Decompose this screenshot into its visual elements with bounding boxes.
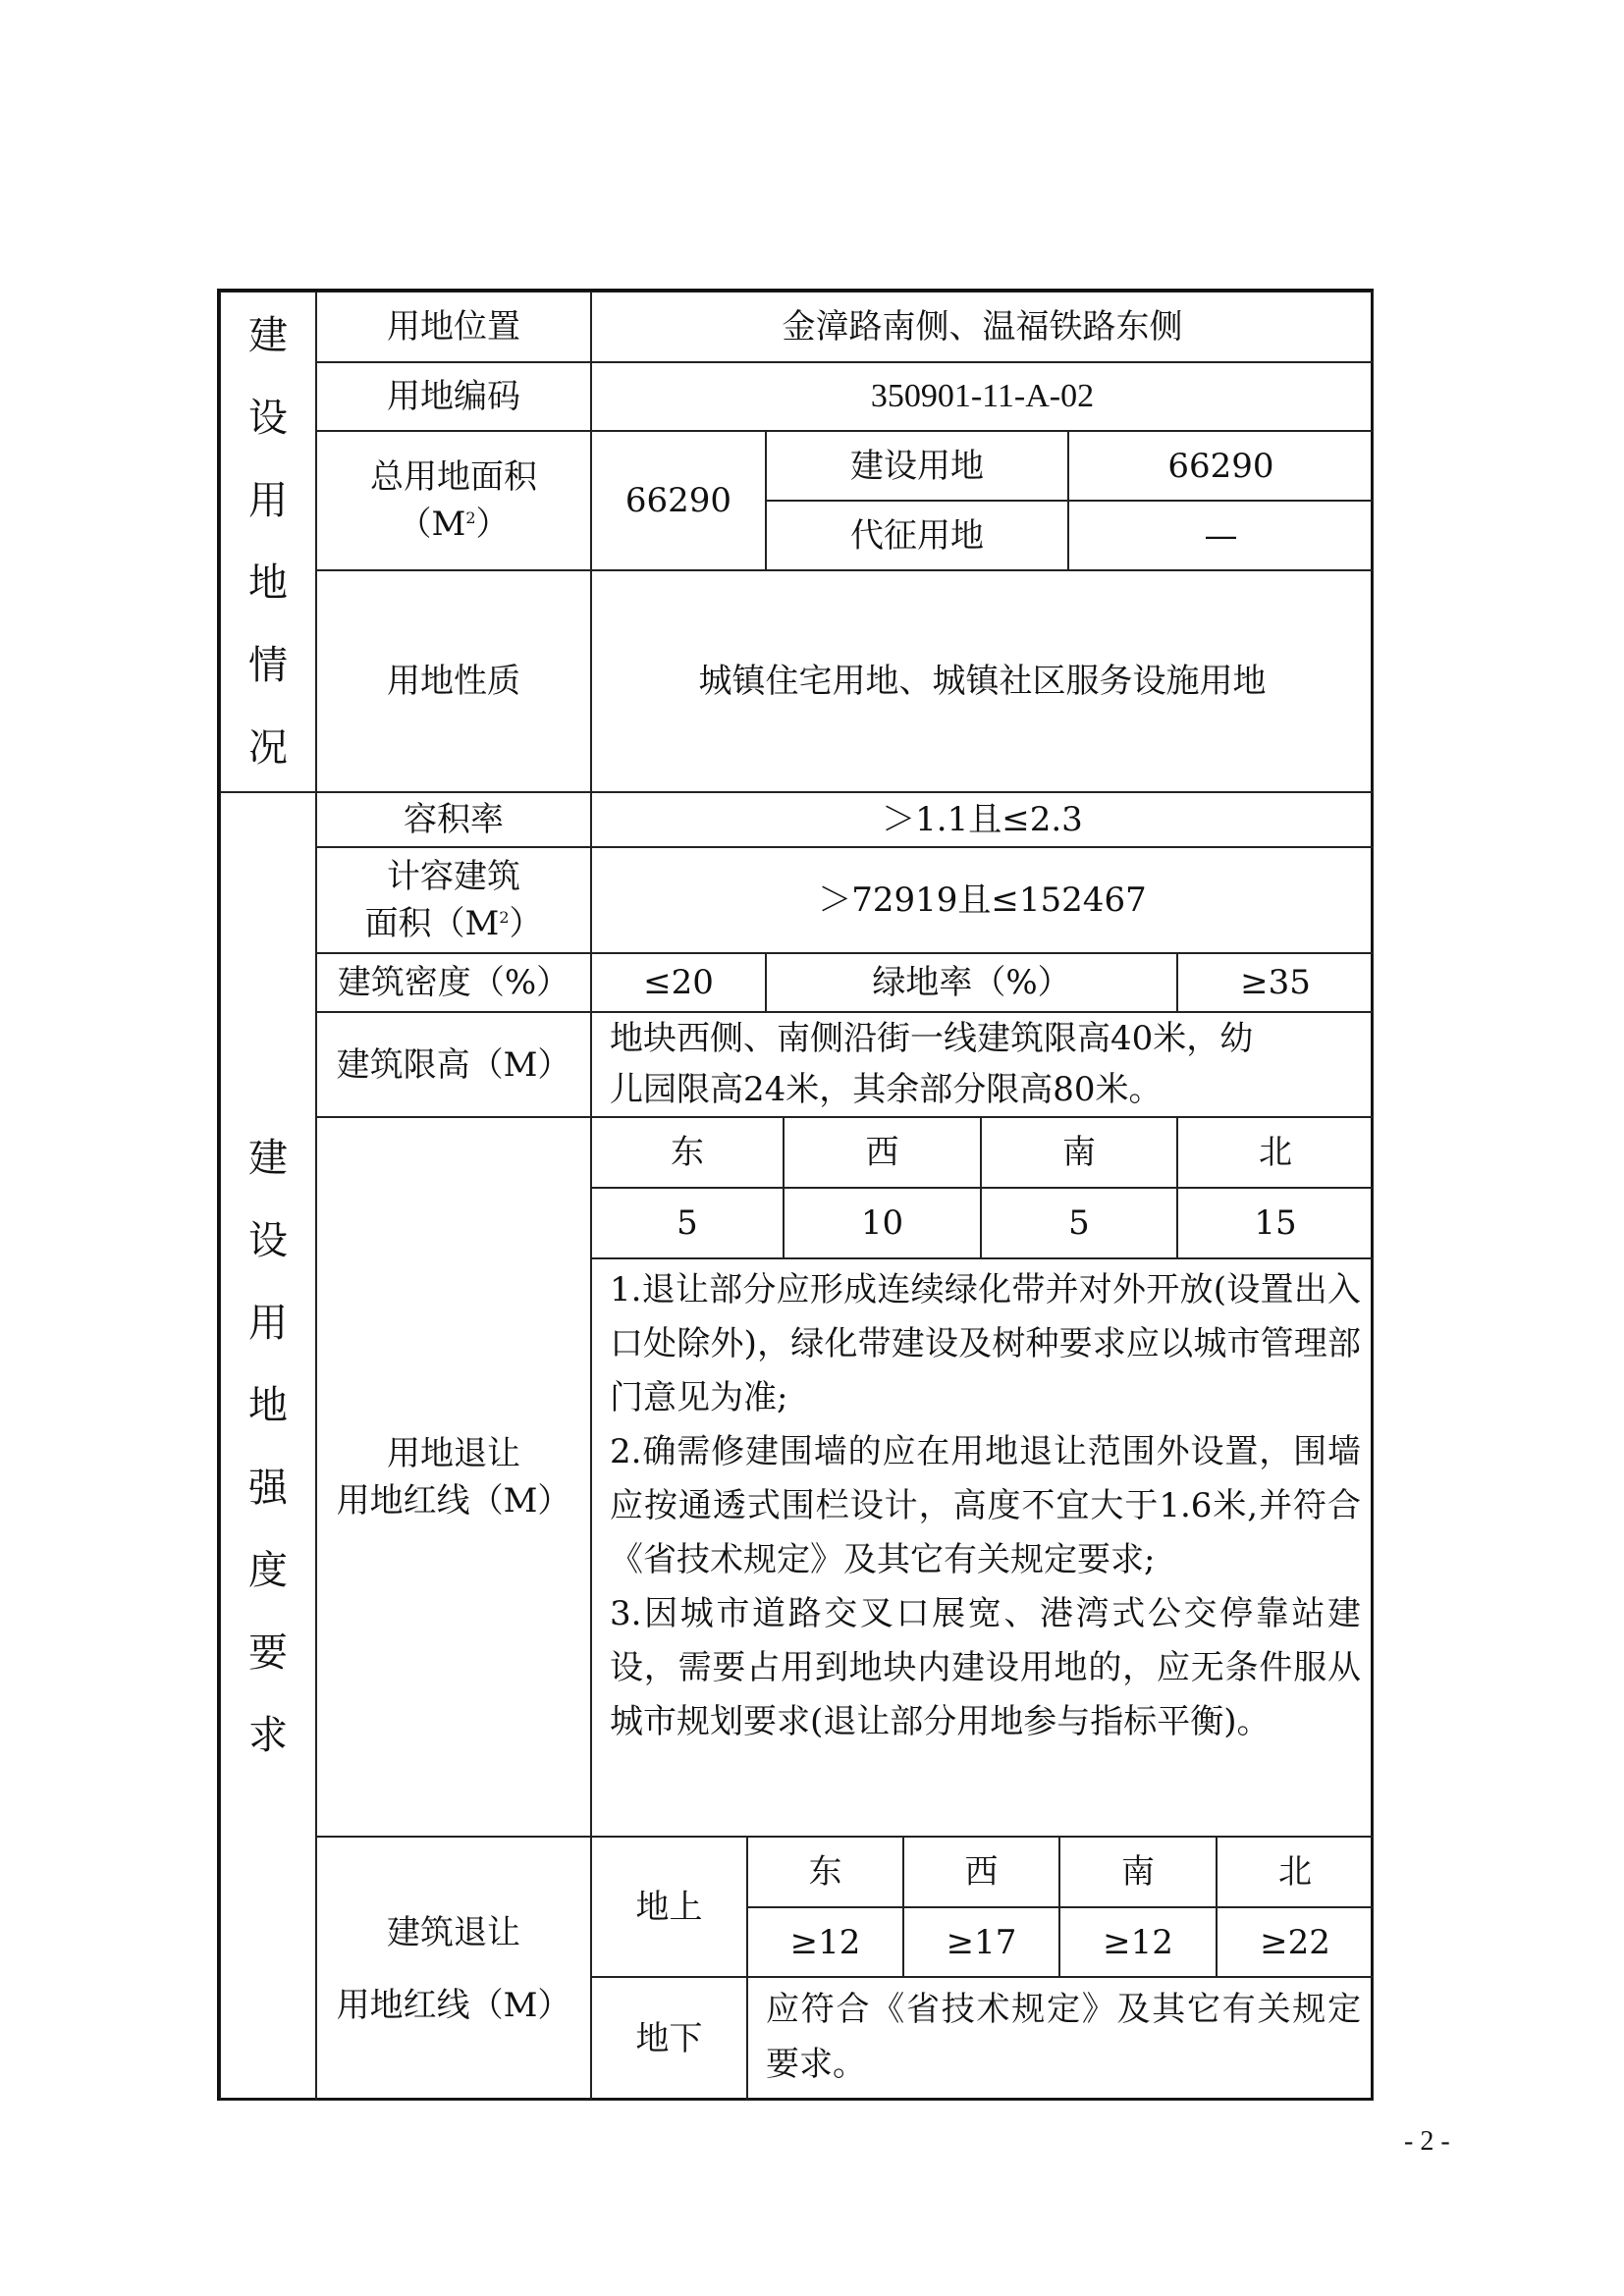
land-setback-west-header: 西 [784, 1117, 981, 1188]
gfa-label-line2: 面积$(M^2)$ [364, 904, 543, 943]
location-label: 用地位置 [316, 292, 591, 362]
land-nature-label: 用地性质 [316, 570, 591, 792]
collected-land-value: — [1068, 501, 1374, 570]
building-setback-south-value: ≥12 [1059, 1907, 1217, 1977]
construction-land-label: 建设用地 [766, 431, 1068, 501]
total-area-unit: $(M^2)$ [398, 505, 510, 544]
land-setback-west-value: 10 [784, 1188, 981, 1258]
section-heading-intensity-requirements: 建 设 用 地 强 度 要 求 [220, 792, 316, 2101]
total-area-label: 总用地面积 $(M^2)$ [316, 431, 591, 570]
far-label: 容积率 [316, 792, 591, 847]
density-value: ≤20 [591, 953, 766, 1012]
collected-land-label: 代征用地 [766, 501, 1068, 570]
below-ground-text: 应符合《省技术规定》及其它有关规定要求。 [747, 1977, 1374, 2101]
land-setback-label: 用地退让 用地红线（M） [316, 1117, 591, 1837]
gfa-label: 计容建筑 面积$(M^2)$ [316, 847, 591, 953]
land-setback-south-header: 南 [981, 1117, 1177, 1188]
code-label: 用地编码 [316, 362, 591, 431]
land-setback-north-header: 北 [1177, 1117, 1374, 1188]
height-limit-label: 建筑限高（M） [316, 1012, 591, 1117]
building-setback-north-value: ≥22 [1217, 1907, 1374, 1977]
construction-land-value: 66290 [1068, 431, 1374, 501]
land-setback-note-3: 3.因城市道路交叉口展宽、港湾式公交停靠站建设，需要占用到地块内建设用地的，应无条件服从城市规划要求(退让部分用地参与指标平衡)。 [610, 1594, 1361, 1741]
above-ground-label: 地上 [591, 1837, 747, 1977]
building-setback-south-header: 南 [1059, 1837, 1217, 1907]
density-label: 建筑密度（%） [316, 953, 591, 1012]
page-number: - 2 - [1404, 2126, 1450, 2157]
land-use-table [217, 289, 1374, 2101]
section-heading-land-status: 建 设 用 地 情 况 [220, 292, 316, 792]
land-setback-note-2: 2.确需修建围墙的应在用地退让范围外设置，围墙应按通透式围栏设计，高度不宜大于1.6米,并符合《省技术规定》及其它有关规定要求; [610, 1432, 1361, 1579]
land-setback-south-value: 5 [981, 1188, 1177, 1258]
land-setback-north-value: 15 [1177, 1188, 1374, 1258]
building-setback-east-header: 东 [747, 1837, 903, 1907]
land-setback-note-1: 1.退让部分应形成连续绿化带并对外开放(设置出入口处除外)，绿化带建设及树种要求应以城市管理部门意见为准; [610, 1270, 1361, 1417]
total-area-value: 66290 [591, 431, 766, 570]
code-value: 350901-11-A-02 [591, 362, 1374, 431]
below-ground-label: 地下 [591, 1977, 747, 2101]
land-nature-value: 城镇住宅用地、城镇社区服务设施用地 [591, 570, 1374, 792]
building-setback-label: 建筑退让 用地红线（M） [316, 1837, 591, 2101]
building-setback-north-header: 北 [1217, 1837, 1374, 1907]
green-ratio-value: ≥35 [1177, 953, 1374, 1012]
height-limit-text: 地块西侧、南侧沿街一线建筑限高40米，幼 儿园限高24米，其余部分限高80米。 [591, 1012, 1374, 1117]
land-setback-east-header: 东 [591, 1117, 784, 1188]
far-value: ＞1.1且≤2.3 [591, 792, 1374, 847]
building-setback-west-value: ≥17 [903, 1907, 1059, 1977]
land-setback-east-value: 5 [591, 1188, 784, 1258]
building-setback-east-value: ≥12 [747, 1907, 903, 1977]
building-setback-west-header: 西 [903, 1837, 1059, 1907]
land-setback-notes [591, 1258, 1374, 1837]
location-value: 金漳路南侧、温福铁路东侧 [591, 292, 1374, 362]
green-ratio-label: 绿地率（%） [766, 953, 1177, 1012]
gfa-value: ＞72919且≤152467 [591, 847, 1374, 953]
